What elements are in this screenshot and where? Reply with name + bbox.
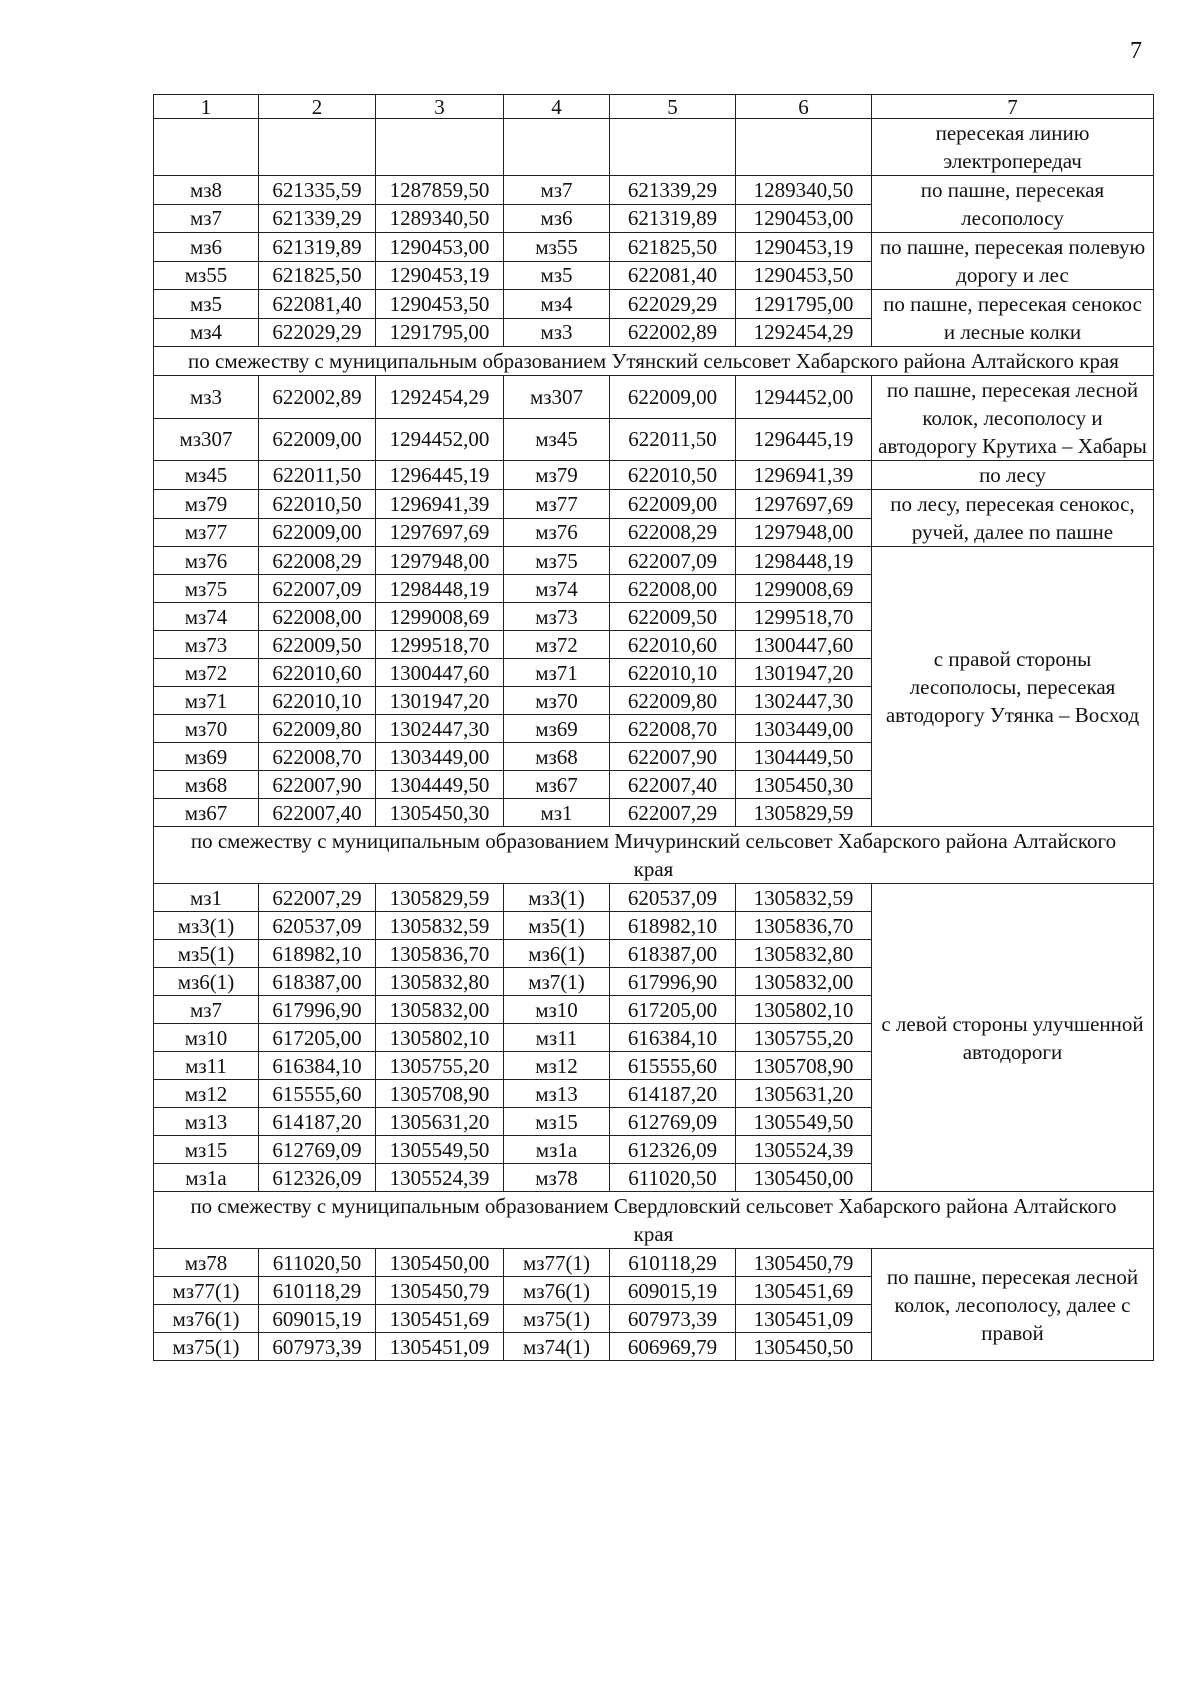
description-cell: с правой стороны лесополосы, пересекая автодорогу Утянка – Восход: [872, 547, 1154, 827]
header-cell: 2: [259, 95, 376, 119]
point-name-cell: мз4: [154, 318, 259, 347]
coordinate-cell: 1301947,20: [736, 659, 872, 687]
coordinate-cell: 618982,10: [610, 912, 736, 940]
coordinate-cell: 1305802,10: [376, 1024, 504, 1052]
description-cell: по лесу: [872, 461, 1154, 490]
coordinate-cell: 612326,09: [259, 1164, 376, 1192]
table-row: [154, 376, 1154, 419]
coordinate-cell: 1305524,39: [736, 1136, 872, 1164]
page-number: 7: [1130, 38, 1142, 64]
empty-cell: [610, 119, 736, 176]
point-name-cell: мз3(1): [504, 884, 610, 912]
point-name-cell: мз73: [504, 603, 610, 631]
coordinate-cell: 1296445,19: [736, 418, 872, 461]
point-name-cell: мз4: [504, 290, 610, 319]
coordinate-cell: 622008,29: [259, 547, 376, 575]
coordinate-cell: 1291795,00: [736, 290, 872, 319]
table-row: [154, 1249, 1154, 1277]
point-name-cell: мз7(1): [504, 968, 610, 996]
coordinate-cell: 621825,50: [259, 261, 376, 290]
point-name-cell: мз7: [154, 996, 259, 1024]
section-header: по смежеству с муниципальным образованием Утянский сельсовет Хабарского района Алтайского края: [154, 347, 1154, 376]
section-header-row: [154, 347, 1154, 376]
point-name-cell: мз10: [504, 996, 610, 1024]
point-name-cell: мз7: [154, 204, 259, 233]
coordinate-cell: 622010,60: [259, 659, 376, 687]
coordinate-cell: 1305549,50: [376, 1136, 504, 1164]
coordinate-cell: 622007,40: [259, 799, 376, 827]
coordinate-cell: 607973,39: [610, 1305, 736, 1333]
point-name-cell: мз74: [154, 603, 259, 631]
coordinate-cell: 1305450,79: [736, 1249, 872, 1277]
coordinate-cell: 1298448,19: [736, 547, 872, 575]
table-row: [154, 176, 1154, 205]
point-name-cell: мз6(1): [154, 968, 259, 996]
coordinate-cell: 616384,10: [610, 1024, 736, 1052]
point-name-cell: мз11: [504, 1024, 610, 1052]
description-cell: по лесу, пересекая сенокос, ручей, далее по пашне: [872, 490, 1154, 547]
header-cell: 5: [610, 95, 736, 119]
coordinate-cell: 1305829,59: [736, 799, 872, 827]
empty-cell: [736, 119, 872, 176]
point-name-cell: мз69: [154, 743, 259, 771]
coordinate-cell: 1305836,70: [376, 940, 504, 968]
point-name-cell: мз67: [154, 799, 259, 827]
coordinate-cell: 1292454,29: [376, 376, 504, 419]
coordinate-cell: 1305631,20: [376, 1108, 504, 1136]
point-name-cell: мз71: [504, 659, 610, 687]
coordinate-cell: 1290453,00: [376, 233, 504, 262]
coordinate-cell: 1305549,50: [736, 1108, 872, 1136]
point-name-cell: мз74: [504, 575, 610, 603]
point-name-cell: мз77(1): [154, 1277, 259, 1305]
table-row: [154, 461, 1154, 490]
point-name-cell: мз1а: [154, 1164, 259, 1192]
coordinate-cell: 1301947,20: [376, 687, 504, 715]
coordinate-cell: 1299518,70: [736, 603, 872, 631]
coordinate-cell: 622007,90: [259, 771, 376, 799]
coordinate-cell: 1305832,00: [736, 968, 872, 996]
description-cell: по пашне, пересекая лесной колок, лесополосу, далее с правой: [872, 1249, 1154, 1361]
point-name-cell: мз69: [504, 715, 610, 743]
point-name-cell: мз5: [154, 290, 259, 319]
coordinate-cell: 1305755,20: [736, 1024, 872, 1052]
point-name-cell: мз10: [154, 1024, 259, 1052]
section-header-row: [154, 827, 1154, 884]
coordinate-cell: 1297948,00: [376, 547, 504, 575]
coordinate-cell: 620537,09: [610, 884, 736, 912]
coordinate-cell: 611020,50: [259, 1249, 376, 1277]
point-name-cell: мз15: [504, 1108, 610, 1136]
coordinate-cell: 618387,00: [259, 968, 376, 996]
point-name-cell: мз8: [154, 176, 259, 205]
point-name-cell: мз74(1): [504, 1333, 610, 1361]
coordinate-cell: 1297697,69: [736, 490, 872, 519]
coordinate-cell: 622007,09: [259, 575, 376, 603]
coordinate-cell: 1294452,00: [736, 376, 872, 419]
coordinate-cell: 622010,10: [259, 687, 376, 715]
point-name-cell: мз5(1): [504, 912, 610, 940]
coordinate-cell: 612769,09: [610, 1108, 736, 1136]
point-name-cell: мз70: [504, 687, 610, 715]
coordinate-cell: 617996,90: [259, 996, 376, 1024]
coordinate-cell: 1299518,70: [376, 631, 504, 659]
coordinate-cell: 618387,00: [610, 940, 736, 968]
coordinate-cell: 1302447,30: [736, 687, 872, 715]
point-name-cell: мз5: [504, 261, 610, 290]
continuation-row: [154, 119, 1154, 176]
description-cell: с левой стороны улучшенной автодороги: [872, 884, 1154, 1192]
coordinate-cell: 622007,40: [610, 771, 736, 799]
coordinate-cell: 1305755,20: [376, 1052, 504, 1080]
coordinate-cell: 1305450,30: [736, 771, 872, 799]
coordinate-cell: 622007,90: [610, 743, 736, 771]
point-name-cell: мз72: [154, 659, 259, 687]
point-name-cell: мз1: [154, 884, 259, 912]
point-name-cell: мз79: [504, 461, 610, 490]
coordinate-cell: 622009,00: [259, 418, 376, 461]
coordinate-cell: 622008,00: [610, 575, 736, 603]
coordinate-cell: 609015,19: [259, 1305, 376, 1333]
header-cell: 3: [376, 95, 504, 119]
boundary-coordinates-table: [153, 94, 1154, 1361]
coordinate-cell: 1290453,19: [376, 261, 504, 290]
point-name-cell: мз45: [154, 461, 259, 490]
coordinate-cell: 1296941,39: [376, 490, 504, 519]
header-cell: 7: [872, 95, 1154, 119]
coordinate-cell: 1305450,00: [376, 1249, 504, 1277]
empty-cell: [504, 119, 610, 176]
empty-cell: [154, 119, 259, 176]
coordinate-cell: 1305836,70: [736, 912, 872, 940]
coordinate-cell: 622008,70: [610, 715, 736, 743]
point-name-cell: мз1: [504, 799, 610, 827]
coordinate-cell: 622007,09: [610, 547, 736, 575]
coordinate-cell: 1290453,50: [376, 290, 504, 319]
coordinate-cell: 1305832,59: [736, 884, 872, 912]
coordinate-cell: 615555,60: [259, 1080, 376, 1108]
point-name-cell: мз79: [154, 490, 259, 519]
point-name-cell: мз77: [504, 490, 610, 519]
description-cell: пересекая линию электропередач: [872, 119, 1154, 176]
coordinate-cell: 612769,09: [259, 1136, 376, 1164]
coordinate-cell: 1305451,69: [376, 1305, 504, 1333]
coordinate-cell: 614187,20: [610, 1080, 736, 1108]
coordinate-cell: 622002,89: [259, 376, 376, 419]
coordinate-cell: 1305450,00: [736, 1164, 872, 1192]
coordinate-cell: 1290453,50: [736, 261, 872, 290]
coordinate-cell: 614187,20: [259, 1108, 376, 1136]
coordinate-cell: 618982,10: [259, 940, 376, 968]
table-row: [154, 490, 1154, 519]
table-body: [154, 95, 1154, 1361]
table-row: [154, 547, 1154, 575]
coordinate-cell: 610118,29: [259, 1277, 376, 1305]
coordinate-cell: 622029,29: [610, 290, 736, 319]
description-cell: по пашне, пересекая полевую дорогу и лес: [872, 233, 1154, 290]
header-cell: 6: [736, 95, 872, 119]
coordinate-cell: 621335,59: [259, 176, 376, 205]
point-name-cell: мз71: [154, 687, 259, 715]
point-name-cell: мз13: [154, 1108, 259, 1136]
coordinate-cell: 611020,50: [610, 1164, 736, 1192]
table-row: [154, 290, 1154, 319]
coordinate-cell: 1305524,39: [376, 1164, 504, 1192]
point-name-cell: мз55: [504, 233, 610, 262]
coordinate-cell: 1305450,50: [736, 1333, 872, 1361]
point-name-cell: мз75(1): [504, 1305, 610, 1333]
coordinate-cell: 1290453,19: [736, 233, 872, 262]
coordinate-cell: 622009,00: [610, 376, 736, 419]
point-name-cell: мз15: [154, 1136, 259, 1164]
coordinate-cell: 612326,09: [610, 1136, 736, 1164]
coordinate-cell: 1305708,90: [376, 1080, 504, 1108]
coordinate-cell: 1296445,19: [376, 461, 504, 490]
coordinate-cell: 1303449,00: [376, 743, 504, 771]
coordinate-cell: 1299008,69: [736, 575, 872, 603]
coordinate-cell: 1305832,59: [376, 912, 504, 940]
coordinate-cell: 1305450,30: [376, 799, 504, 827]
coordinate-cell: 1296941,39: [736, 461, 872, 490]
coordinate-cell: 622010,50: [610, 461, 736, 490]
point-name-cell: мз75(1): [154, 1333, 259, 1361]
coordinate-cell: 616384,10: [259, 1052, 376, 1080]
point-name-cell: мз70: [154, 715, 259, 743]
coordinate-cell: 622009,00: [610, 490, 736, 519]
description-cell: по пашне, пересекая лесной колок, лесополосу и автодорогу Крутиха – Хабары: [872, 376, 1154, 461]
header-cell: 1: [154, 95, 259, 119]
coordinate-cell: 622010,60: [610, 631, 736, 659]
coordinate-cell: 1305451,09: [736, 1305, 872, 1333]
point-name-cell: мз73: [154, 631, 259, 659]
coordinate-cell: 1297697,69: [376, 518, 504, 547]
coordinate-cell: 1305451,69: [736, 1277, 872, 1305]
point-name-cell: мз75: [504, 547, 610, 575]
description-cell: по пашне, пересекая сенокос и лесные колки: [872, 290, 1154, 347]
coordinate-cell: 621825,50: [610, 233, 736, 262]
point-name-cell: мз5(1): [154, 940, 259, 968]
coordinate-cell: 1289340,50: [376, 204, 504, 233]
coordinate-cell: 1287859,50: [376, 176, 504, 205]
coordinate-cell: 622009,80: [610, 687, 736, 715]
coordinate-cell: 622007,29: [259, 884, 376, 912]
coordinate-cell: 1292454,29: [736, 318, 872, 347]
coordinate-cell: 621339,29: [610, 176, 736, 205]
coordinate-cell: 622010,50: [259, 490, 376, 519]
point-name-cell: мз77(1): [504, 1249, 610, 1277]
header-row: [154, 95, 1154, 119]
table-row: [154, 884, 1154, 912]
coordinate-cell: 1294452,00: [376, 418, 504, 461]
coordinate-cell: 622008,00: [259, 603, 376, 631]
coordinate-cell: 1297948,00: [736, 518, 872, 547]
point-name-cell: мз3: [504, 318, 610, 347]
coordinate-cell: 617205,00: [610, 996, 736, 1024]
coordinate-cell: 1304449,50: [736, 743, 872, 771]
point-name-cell: мз75: [154, 575, 259, 603]
coordinate-cell: 622081,40: [259, 290, 376, 319]
coordinate-cell: 1305708,90: [736, 1052, 872, 1080]
coordinate-cell: 622002,89: [610, 318, 736, 347]
section-header: по смежеству с муниципальным образованием Мичуринский сельсовет Хабарского района Алтайского края: [154, 827, 1154, 884]
coordinate-cell: 1291795,00: [376, 318, 504, 347]
coordinate-cell: 621339,29: [259, 204, 376, 233]
point-name-cell: мз6: [154, 233, 259, 262]
coordinate-cell: 1299008,69: [376, 603, 504, 631]
coordinate-cell: 617996,90: [610, 968, 736, 996]
coordinate-cell: 622029,29: [259, 318, 376, 347]
coordinate-cell: 1305832,00: [376, 996, 504, 1024]
point-name-cell: мз1а: [504, 1136, 610, 1164]
coordinate-cell: 1300447,60: [376, 659, 504, 687]
coordinate-cell: 1290453,00: [736, 204, 872, 233]
table-row: [154, 233, 1154, 262]
coordinate-cell: 1289340,50: [736, 176, 872, 205]
coordinate-cell: 1305631,20: [736, 1080, 872, 1108]
point-name-cell: мз12: [154, 1080, 259, 1108]
empty-cell: [376, 119, 504, 176]
coordinate-cell: 622081,40: [610, 261, 736, 290]
point-name-cell: мз78: [154, 1249, 259, 1277]
point-name-cell: мз307: [154, 418, 259, 461]
coordinate-cell: 607973,39: [259, 1333, 376, 1361]
coordinate-cell: 622008,29: [610, 518, 736, 547]
coordinate-cell: 1298448,19: [376, 575, 504, 603]
point-name-cell: мз67: [504, 771, 610, 799]
point-name-cell: мз12: [504, 1052, 610, 1080]
coordinate-cell: 1302447,30: [376, 715, 504, 743]
coordinate-cell: 622008,70: [259, 743, 376, 771]
point-name-cell: мз78: [504, 1164, 610, 1192]
point-name-cell: мз76: [504, 518, 610, 547]
point-name-cell: мз68: [504, 743, 610, 771]
coordinate-cell: 617205,00: [259, 1024, 376, 1052]
coordinate-cell: 622009,50: [259, 631, 376, 659]
coordinate-cell: 1305802,10: [736, 996, 872, 1024]
point-name-cell: мз77: [154, 518, 259, 547]
point-name-cell: мз76: [154, 547, 259, 575]
point-name-cell: мз3(1): [154, 912, 259, 940]
coordinate-cell: 622007,29: [610, 799, 736, 827]
point-name-cell: мз3: [154, 376, 259, 419]
coordinate-cell: 606969,79: [610, 1333, 736, 1361]
coordinate-cell: 1305832,80: [376, 968, 504, 996]
coordinate-cell: 622009,80: [259, 715, 376, 743]
header-cell: 4: [504, 95, 610, 119]
point-name-cell: мз6: [504, 204, 610, 233]
coordinate-cell: 615555,60: [610, 1052, 736, 1080]
point-name-cell: мз72: [504, 631, 610, 659]
point-name-cell: мз7: [504, 176, 610, 205]
point-name-cell: мз13: [504, 1080, 610, 1108]
coordinate-cell: 622011,50: [259, 461, 376, 490]
coordinate-cell: 622009,00: [259, 518, 376, 547]
coordinate-cell: 1300447,60: [736, 631, 872, 659]
point-name-cell: мз307: [504, 376, 610, 419]
coordinate-cell: 621319,89: [610, 204, 736, 233]
point-name-cell: мз68: [154, 771, 259, 799]
coordinate-cell: 622010,10: [610, 659, 736, 687]
coordinate-cell: 622011,50: [610, 418, 736, 461]
point-name-cell: мз55: [154, 261, 259, 290]
coordinate-cell: 1305450,79: [376, 1277, 504, 1305]
description-cell: по пашне, пересекая лесополосу: [872, 176, 1154, 233]
coordinate-cell: 1303449,00: [736, 715, 872, 743]
empty-cell: [259, 119, 376, 176]
section-header: по смежеству с муниципальным образованием Свердловский сельсовет Хабарского района Алтайского края: [154, 1192, 1154, 1249]
coordinate-cell: 1304449,50: [376, 771, 504, 799]
coordinate-cell: 1305451,09: [376, 1333, 504, 1361]
point-name-cell: мз45: [504, 418, 610, 461]
point-name-cell: мз11: [154, 1052, 259, 1080]
coordinate-cell: 610118,29: [610, 1249, 736, 1277]
coordinate-cell: 1305832,80: [736, 940, 872, 968]
point-name-cell: мз76(1): [504, 1277, 610, 1305]
coordinate-cell: 622009,50: [610, 603, 736, 631]
section-header-row: [154, 1192, 1154, 1249]
coordinate-cell: 620537,09: [259, 912, 376, 940]
point-name-cell: мз76(1): [154, 1305, 259, 1333]
coordinate-cell: 609015,19: [610, 1277, 736, 1305]
coordinate-cell: 1305829,59: [376, 884, 504, 912]
coordinate-cell: 621319,89: [259, 233, 376, 262]
point-name-cell: мз6(1): [504, 940, 610, 968]
